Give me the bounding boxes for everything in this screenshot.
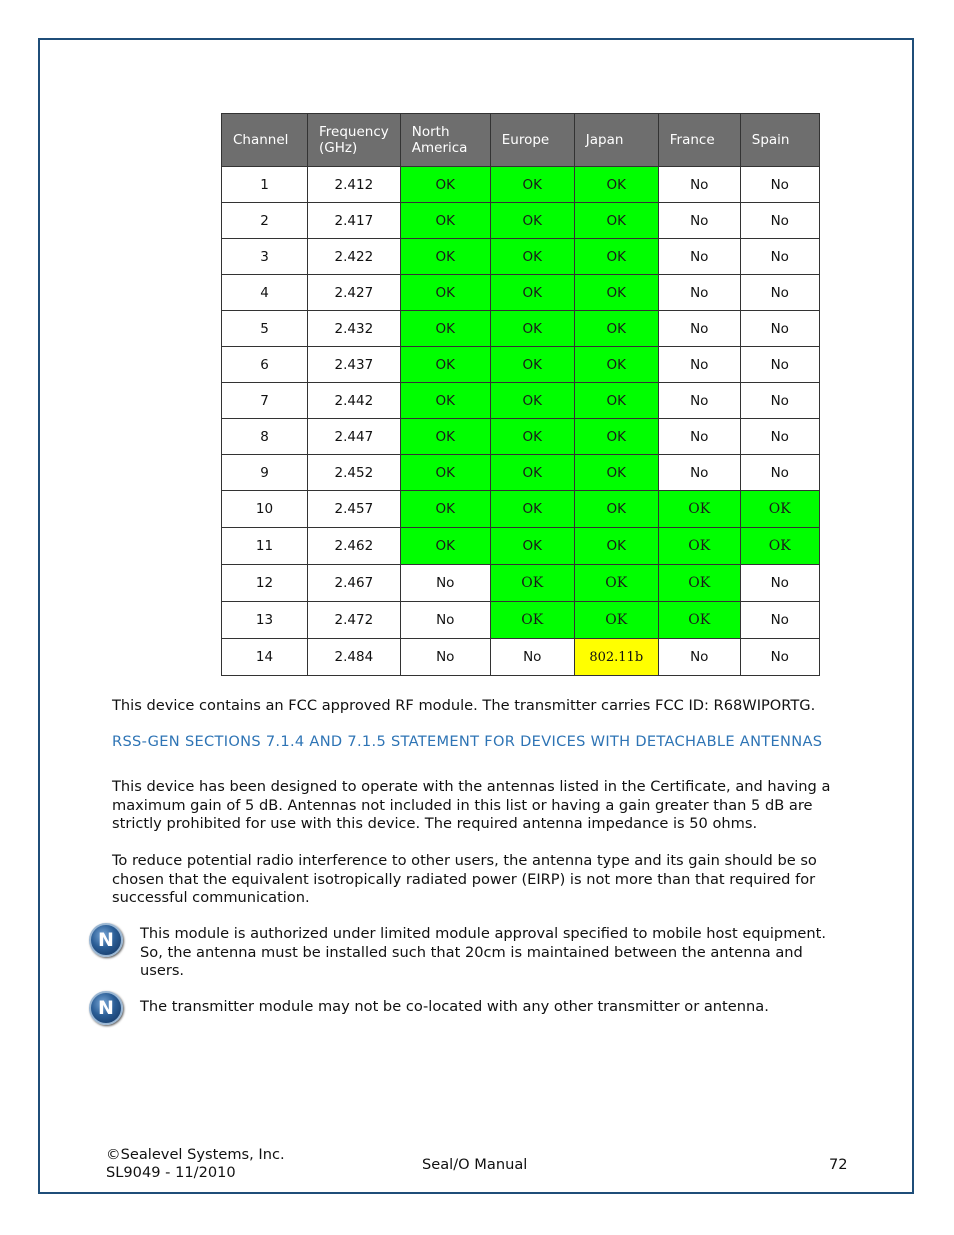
table-cell: No [740,167,819,203]
table-row [222,528,820,565]
table-row [222,565,820,602]
table-row [222,239,820,275]
table-cell: 5 [222,311,308,347]
table-cell: OK [490,455,574,491]
header-cell: Channel [222,114,308,167]
table-cell: OK [400,275,490,311]
table-cell: 2 [222,203,308,239]
table-cell: OK [490,491,574,528]
header-cell: Japan [574,114,658,167]
table-cell: No [400,639,490,676]
table-cell: 2.437 [308,347,401,383]
table-cell: 2.457 [308,491,401,528]
table-cell: 2.467 [308,565,401,602]
table-cell: 7 [222,383,308,419]
header-cell: Frequency (GHz) [308,114,401,167]
table-cell: No [658,167,740,203]
table-cell: OK [490,311,574,347]
table-cell: OK [574,167,658,203]
table-cell: 2.484 [308,639,401,676]
table-cell: No [740,275,819,311]
table-cell: OK [658,491,740,528]
table-cell: 13 [222,602,308,639]
table-cell: No [740,602,819,639]
table-cell: 802.11b [574,639,658,676]
table-cell: OK [658,565,740,602]
table-row [222,347,820,383]
table-row [222,275,820,311]
footer-left [106,1146,285,1182]
table-cell: No [658,419,740,455]
table-cell: No [740,383,819,419]
table-row [222,639,820,676]
table-cell: No [658,455,740,491]
table-cell: OK [400,347,490,383]
paragraph-interference: To reduce potential radio interference to other users, the antenna type and its gain should be so chosen that the equivalent isotropically radiated power (EIRP) is not more than that required for successful communication. [112,852,817,906]
table-cell: OK [400,167,490,203]
table-row [222,203,820,239]
fcc-statement: This device contains an FCC approved RF module. The transmitter carries FCC ID: R68WIPORTG. [112,697,816,714]
table-cell: 2.462 [308,528,401,565]
note-text: The transmitter module may not be co-located with any other transmitter or antenna. [140,998,769,1015]
table-cell: 2.417 [308,203,401,239]
footer-doc-id: SL9049 - 11/2010 [106,1164,236,1181]
table-cell: No [740,565,819,602]
table-cell: OK [400,455,490,491]
table-row [222,419,820,455]
table-cell: No [658,275,740,311]
header-cell: Spain [740,114,819,167]
table-cell: No [658,311,740,347]
table-cell: OK [490,239,574,275]
table-cell: OK [574,383,658,419]
table-cell: OK [490,347,574,383]
table-cell: OK [574,347,658,383]
note-icon: N [89,991,123,1025]
footer-title: Seal/O Manual [422,1156,528,1173]
header-cell: Europe [490,114,574,167]
table-cell: OK [658,602,740,639]
table-cell: OK [490,602,574,639]
table-row [222,602,820,639]
table-cell: OK [574,203,658,239]
table-cell: OK [658,528,740,565]
table-cell: OK [574,528,658,565]
table-cell: 14 [222,639,308,676]
table-cell: OK [574,565,658,602]
table-cell: 2.442 [308,383,401,419]
footer-copyright: ©Sealevel Systems, Inc. [106,1146,285,1163]
table-cell: OK [490,419,574,455]
table-cell: No [490,639,574,676]
table-cell: No [658,203,740,239]
table-cell: No [740,419,819,455]
note-icon: N [89,923,123,957]
footer-page-number: 72 [829,1156,848,1173]
table-cell: No [658,383,740,419]
table-row [222,167,820,203]
table-cell: OK [490,528,574,565]
header-cell: France [658,114,740,167]
channel-table [221,113,820,676]
table-cell: 2.427 [308,275,401,311]
table-cell: OK [400,239,490,275]
table-cell: 2.447 [308,419,401,455]
table-cell: OK [400,311,490,347]
table-cell: 3 [222,239,308,275]
table-cell: No [740,347,819,383]
table-cell: OK [574,275,658,311]
table-cell: OK [400,383,490,419]
table-cell: 2.452 [308,455,401,491]
table-cell: OK [400,491,490,528]
table-cell: 2.472 [308,602,401,639]
table-cell: 8 [222,419,308,455]
table-cell: OK [400,528,490,565]
paragraph-antenna-gain: This device has been designed to operate with the antennas listed in the Certificate, and having a maximum gain of 5 dB. Antennas not included in this list or having a gain greater than 5 dB are strictly prohibited for use with this device. The required antenna impedance is 50 ohms. [112,778,831,832]
note-text: This module is authorized under limited module approval specified to mobile host equipment. So, the antenna must be installed such that 20cm is maintained between the antenna and users. [140,925,826,979]
table-cell: OK [574,311,658,347]
table-cell: OK [400,203,490,239]
table-cell: OK [490,167,574,203]
table-cell: No [740,639,819,676]
header-cell: North America [400,114,490,167]
table-cell: OK [574,602,658,639]
table-cell: 12 [222,565,308,602]
table-cell: 2.432 [308,311,401,347]
table-row [222,311,820,347]
table-header-row [222,114,820,167]
table-cell: 11 [222,528,308,565]
table-cell: OK [740,491,819,528]
table-cell: 4 [222,275,308,311]
table-cell: 6 [222,347,308,383]
table-cell: OK [490,565,574,602]
table-row [222,455,820,491]
table-cell: OK [400,419,490,455]
table-cell: OK [490,203,574,239]
table-cell: No [658,347,740,383]
table-row [222,491,820,528]
table-cell: 10 [222,491,308,528]
section-heading: RSS-GEN SECTIONS 7.1.4 AND 7.1.5 STATEMENT FOR DEVICES WITH DETACHABLE ANTENNAS [112,733,823,750]
table-cell: 1 [222,167,308,203]
table-cell: OK [574,455,658,491]
table-cell: 9 [222,455,308,491]
table-cell: OK [490,275,574,311]
table-cell: No [400,565,490,602]
table-cell: OK [740,528,819,565]
table-cell: OK [574,491,658,528]
table-cell: 2.422 [308,239,401,275]
table-cell: No [740,239,819,275]
table-cell: 2.412 [308,167,401,203]
table-cell: No [740,455,819,491]
table-cell: No [400,602,490,639]
table-cell: No [740,311,819,347]
table-cell: OK [490,383,574,419]
table-cell: No [658,639,740,676]
table-cell: No [658,239,740,275]
table-cell: No [740,203,819,239]
table-cell: OK [574,419,658,455]
table-cell: OK [574,239,658,275]
table-row [222,383,820,419]
